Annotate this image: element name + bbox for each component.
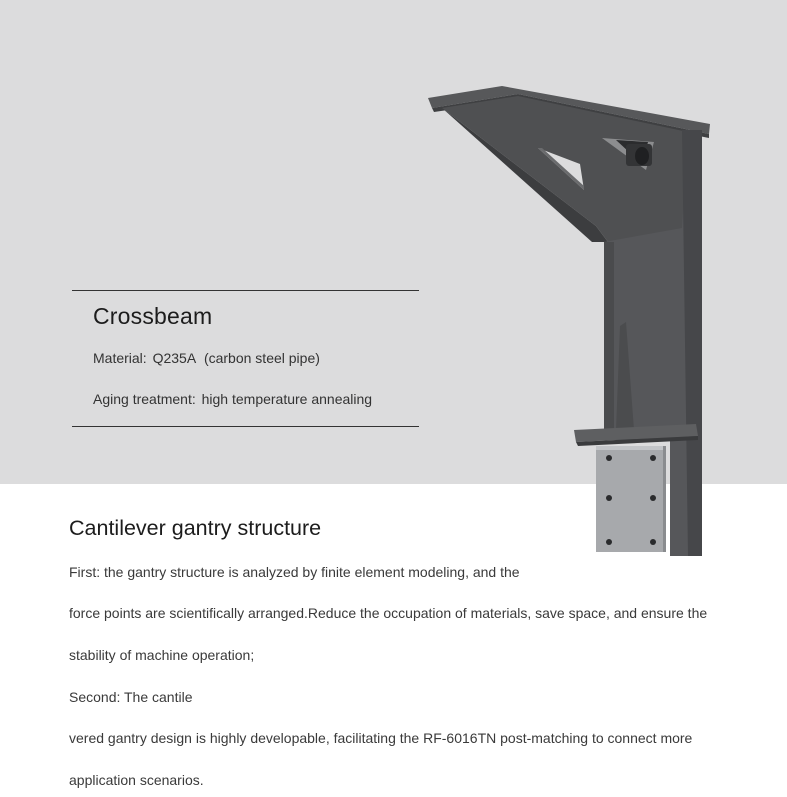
crossbeam-title: Crossbeam	[93, 303, 213, 329]
aging-spec	[93, 391, 372, 407]
body-line: Second: The cantile	[69, 689, 193, 705]
material-value: Q235A (carbon steel pipe)	[152, 350, 320, 366]
crossbeam-bracket-image	[420, 78, 720, 558]
aging-label: Aging treatment:	[93, 391, 196, 407]
body-line: First: the gantry structure is analyzed by finite element modeling, and the	[69, 564, 520, 580]
divider-bottom	[72, 426, 419, 427]
material-label: Material:	[93, 350, 147, 366]
aging-value: high temperature annealing	[201, 391, 373, 407]
body-line: force points are scientifically arranged.Reduce the occupation of materials, save space, and ensure the	[69, 605, 708, 621]
body-line: application scenarios.	[69, 772, 204, 788]
material-spec	[93, 350, 320, 366]
divider-top	[72, 290, 419, 291]
section-title: Cantilever gantry structure	[69, 516, 322, 540]
body-line: vered gantry design is highly developable, facilitating the RF-6016TN post-matching to connect more	[69, 730, 693, 746]
body-line: stability of machine operation;	[69, 647, 255, 663]
